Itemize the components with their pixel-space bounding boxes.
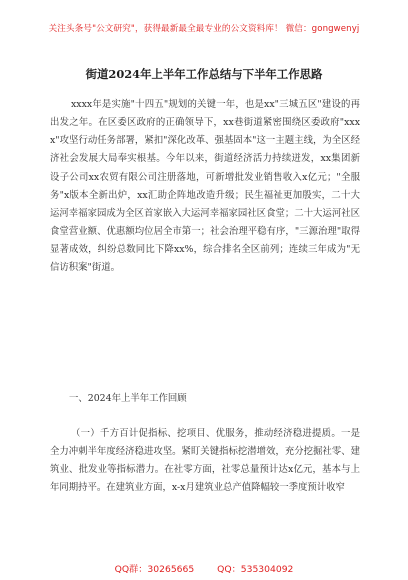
section-body-paragraph: （一）千方百计促指标、挖项目、优服务，推动经济稳进提质。一是全力冲刺半年度经济稳进攻坚。紧盯关键指标挖潜增效，充分挖掘社零、建筑业、批发业等指标潜力。在社零方面，社零总量预计达x亿元，基本与上年同期持平。在建筑业方面，x-x月建筑业总产值降幅较一季度预计收窄 <box>50 428 360 494</box>
contact-footer <box>0 561 408 575</box>
intro-paragraph: xxxx年是实施"十四五"规划的关键一年，也是xx"三城五区"建设的再出发之年。在区委区政府的正确领导下，xx巷街道紧密围绕区委政府"xxxx"攻坚行动任务部署，紧扣"深化改革、强基固本"这一主题主线，为全区经济社会发展大局奉实根基。今年以来，街道经济活力持续迸发，xx集团新设子公司xx农贸有限公司注册落地，可新增批发业销售收入x亿元；"全服务"x版本全新出炉，xx汇助企阵地改造升级；民生福祉更加殷实，二十大运河幸福家园成为全区首家嵌入大运河幸福家园社区食堂；二十大运河社区食堂营业额、优惠额均位居全市第一；社会治理平稳有序，"三源治理"取得显著成效，纠纷总数同比下降xx%，综合排名全区前列；连续三年成为"无信访积案"街道。 <box>50 99 360 274</box>
qq-number-text: QQ：535304092 <box>217 564 294 575</box>
document-title: 街道2024年上半年工作总结与下半年工作思路 <box>85 67 323 81</box>
promo-banner: 关注头条号"公文研究"，获得最新最全最专业的公文资料库！ 微信：gongwenyj <box>48 24 360 34</box>
qq-group-text: QQ群：30265665 <box>114 564 195 575</box>
section-heading: 一、2024年上半年工作回顾 <box>69 393 187 404</box>
